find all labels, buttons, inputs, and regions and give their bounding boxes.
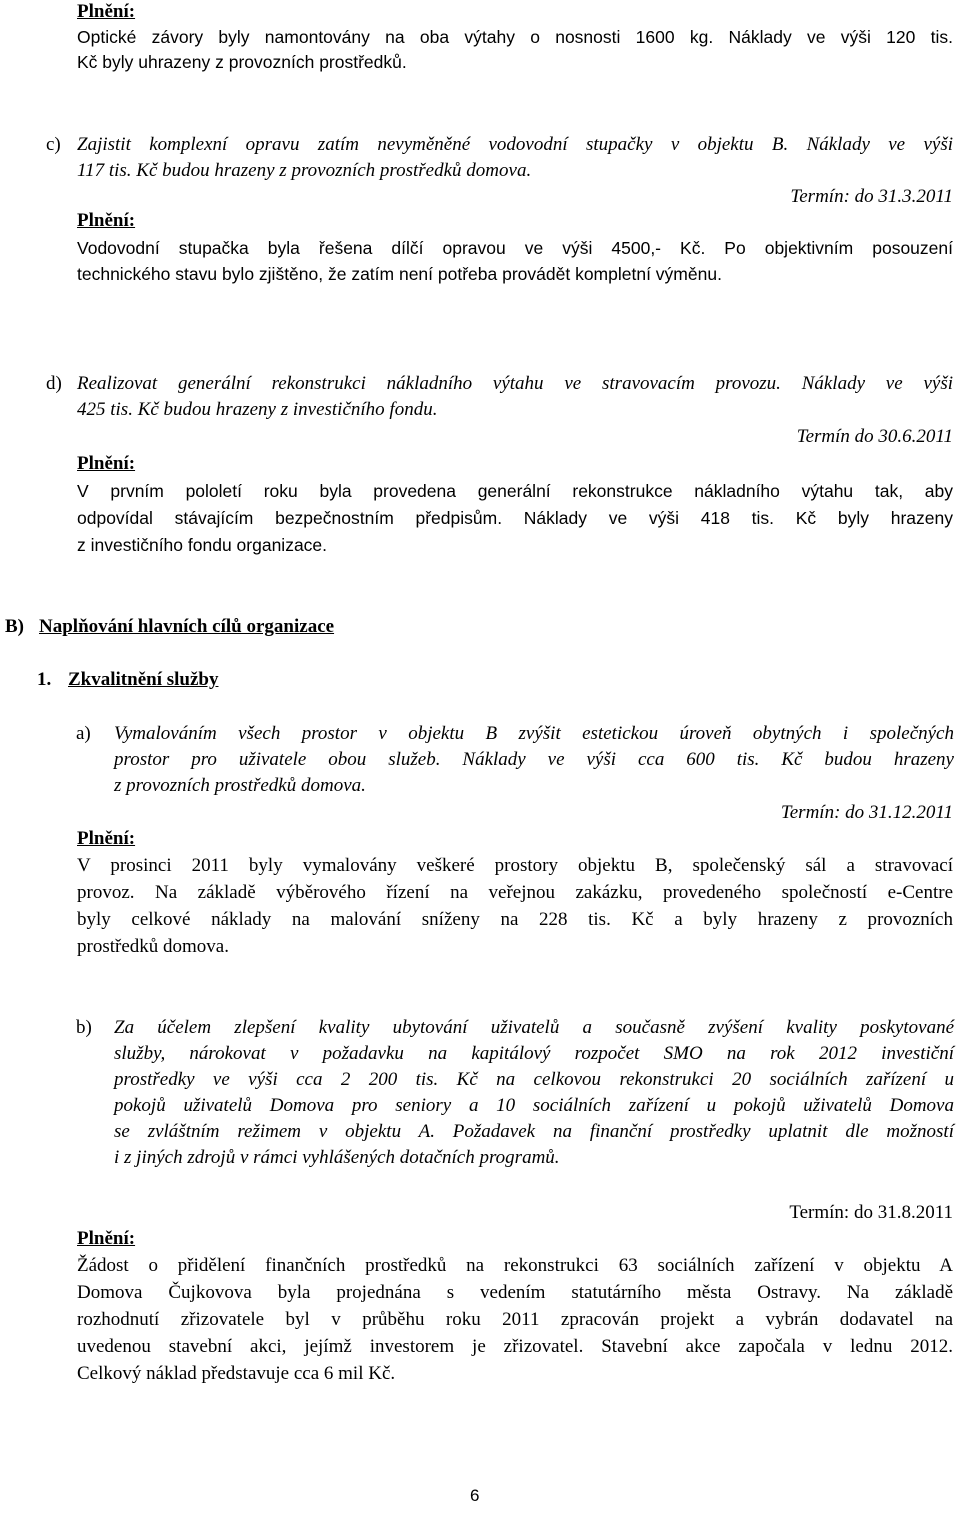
task-line: pokojů uživatelů Domova pro seniory a 10 sociálních zařízení u pokojů uživatelů Domova bbox=[114, 1095, 954, 1116]
page-number: 6 bbox=[470, 1486, 480, 1505]
task-line: Zajistit komplexní opravu zatím nevyměněné vodovodní stupačky v objektu B. Náklady ve výši bbox=[77, 134, 953, 155]
task-line: prostředky ve výši cca 2 200 tis. Kč na celkovou rekonstrukci 20 sociálních zařízení u bbox=[114, 1069, 954, 1090]
task-line: prostor pro uživatele obou služeb. Náklady ve výši cca 600 tis. Kč budou hrazeny bbox=[114, 749, 954, 770]
task-line: Vymalováním všech prostor v objektu B zvýšit estetickou úroveň obytných i společných bbox=[114, 723, 954, 744]
plneni-label: Plnění: bbox=[77, 1, 136, 22]
text-line: provoz. Na základě výběrového řízení na veřejnou zakázku, provedeného společností e-Centre bbox=[77, 882, 953, 903]
text-line: Celkový náklad představuje cca 6 mil Kč. bbox=[77, 1363, 396, 1384]
task-line: 425 tis. Kč budou hrazeny z investičního fondu. bbox=[77, 399, 438, 420]
deadline: Termín do 30.6.2011 bbox=[796, 426, 953, 447]
section-title: Naplňování hlavních cílů organizace bbox=[39, 616, 335, 637]
plneni-label: Plnění: bbox=[77, 210, 136, 231]
item-a-marker: a) bbox=[76, 723, 91, 744]
text-line: technického stavu bylo zjištěno, že zatím není potřeba provádět kompletní výměnu. bbox=[77, 264, 722, 284]
task-line: se zvláštním režimem v objektu A. Požadavek na finanční prostředky uplatnit dle možností bbox=[114, 1121, 954, 1142]
task-line: i z jiných zdrojů v rámci vyhlášených dotačních programů. bbox=[114, 1147, 560, 1168]
text-line: rozhodnutí zřizovatele byl v průběhu roku 2011 zpracován projekt a vybrán dodavatel na bbox=[77, 1309, 953, 1330]
task-line: služby, nárokovat v požadavku na kapitálový rozpočet SMO na rok 2012 investiční bbox=[114, 1043, 954, 1064]
deadline: Termín: do 31.12.2011 bbox=[780, 802, 953, 823]
text-line: Žádost o přidělení finančních prostředků na rekonstrukci 63 sociálních zařízení v objektu A bbox=[77, 1255, 953, 1276]
deadline: Termín: do 31.8.2011 bbox=[789, 1202, 953, 1223]
section-marker: B) bbox=[5, 616, 24, 637]
text-line: uvedenou stavební akci, jejímž investorem je zřizovatel. Stavební akce započala v lednu 2012. bbox=[77, 1336, 953, 1357]
text-line: Domova Čujkovova byla projednána s vedením statutárního města Ostravy. Na základě bbox=[77, 1282, 953, 1303]
item-b-marker: b) bbox=[76, 1017, 92, 1038]
text-line: odpovídal stávajícím bezpečnostním předpisům. Náklady ve výši 418 tis. Kč byly hrazeny bbox=[77, 508, 953, 528]
text-line: Kč byly uhrazeny z provozních prostředků. bbox=[77, 52, 407, 72]
plneni-label: Plnění: bbox=[77, 1228, 136, 1249]
text-line: prostředků domova. bbox=[77, 936, 229, 957]
task-line: Za účelem zlepšení kvality ubytování uživatelů a současně zvýšení kvality poskytované bbox=[114, 1017, 954, 1038]
text-line: byly celkové náklady na malování sníženy na 228 tis. Kč a byly hrazeny z provozních bbox=[77, 909, 953, 930]
plneni-label: Plnění: bbox=[77, 828, 136, 849]
item-d-marker: d) bbox=[46, 373, 62, 394]
text-line: V prosinci 2011 byly vymalovány veškeré prostory objektu B, společenský sál a stravovací bbox=[77, 855, 953, 876]
item-c-marker: c) bbox=[46, 134, 61, 155]
task-line: Realizovat generální rekonstrukci nákladního výtahu ve stravovacím provozu. Náklady ve výši bbox=[77, 373, 953, 394]
task-line: 117 tis. Kč budou hrazeny z provozních prostředků domova. bbox=[77, 160, 532, 181]
deadline: Termín: do 31.3.2011 bbox=[790, 186, 953, 207]
task-line: z provozních prostředků domova. bbox=[114, 775, 366, 796]
subsection-number: 1. bbox=[37, 669, 52, 690]
text-line: Vodovodní stupačka byla řešena dílčí opravou ve výši 4500,- Kč. Po objektivním posouzení bbox=[77, 238, 953, 258]
text-line: Optické závory byly namontovány na oba výtahy o nosnosti 1600 kg. Náklady ve výši 120 tis. bbox=[77, 27, 953, 47]
text-line: z investičního fondu organizace. bbox=[77, 535, 328, 555]
text-line: V prvním pololetí roku byla provedena generální rekonstrukce nákladního výtahu tak, aby bbox=[77, 481, 953, 501]
plneni-label: Plnění: bbox=[77, 453, 136, 474]
subsection-title: Zkvalitnění služby bbox=[68, 669, 219, 690]
